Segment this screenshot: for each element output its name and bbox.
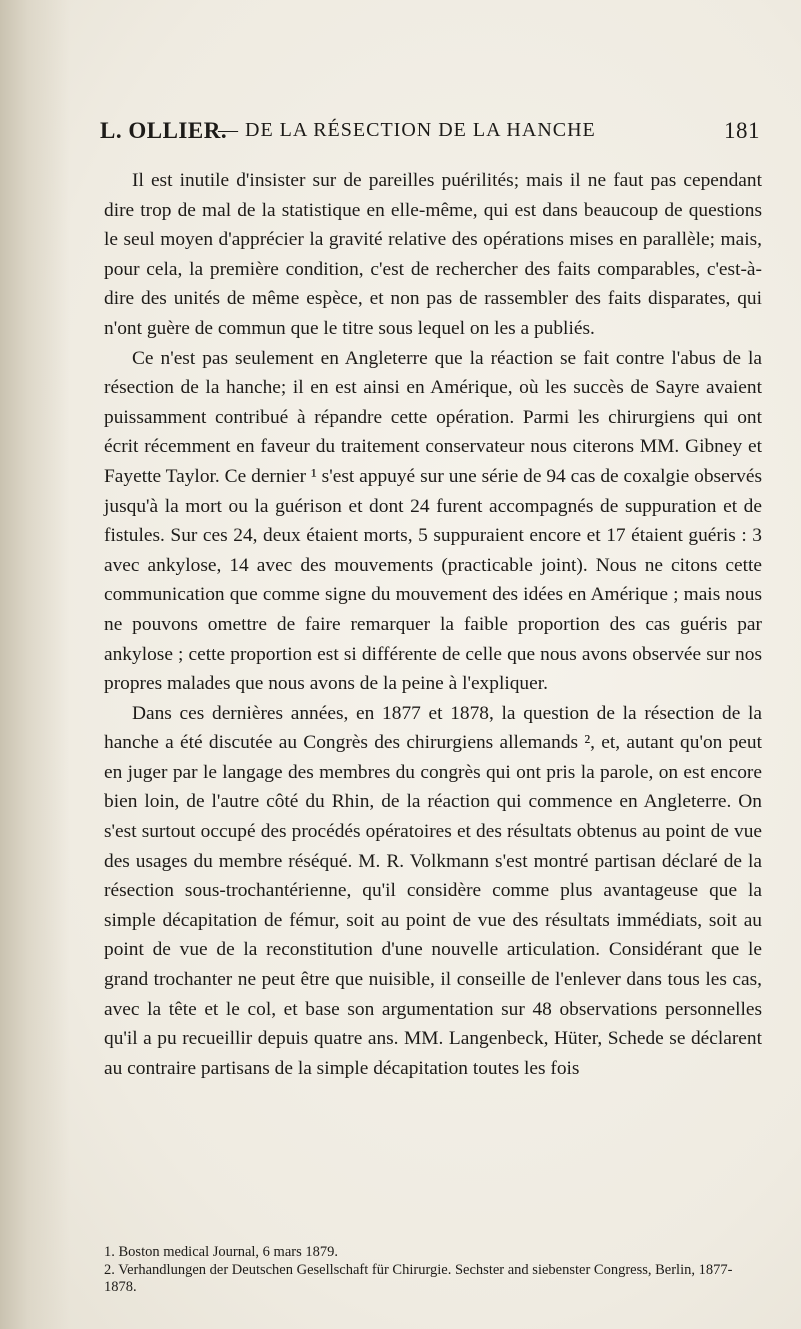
- spine-shadow: [0, 0, 70, 1329]
- paragraph-3: Dans ces dernières années, en 1877 et 1878, la question de la résection de la hanche a été discutée au Congrès des chirurgiens allemands ², et, autant qu'on peut en juger par le langage des membres du congrès qui ont pris la parole, on est encore bien loin, de l'autre côté du Rhin, de la réaction qui commence en Angleterre. On s'est surtout occupé des procédés opératoires et des résultats obtenus au point de vue des usages du membre réséqué. M. R. Volkmann s'est montré partisan déclaré de la résection sous-trochantérienne, qu'il considère comme plus avantageuse que la simple décapitation de fémur, soit au point de vue des résultats immédiats, soit au point de vue de la reconstitution d'une nouvelle articulation. Considérant que le grand trochanter ne peut être que nuisible, il conseille de l'enlever dans tous les cas, avec la tête et le col, et base son argumentation sur 48 observations personnelles qu'il a pu recueillir depuis quatre ans. MM. Langenbeck, Hüter, Schede se déclarent au contraire partisans de la simple décapitation toutes les fois: [104, 702, 762, 1079]
- running-header: [100, 118, 760, 152]
- page-number: 181: [724, 118, 760, 143]
- header-author: L. OLLIER.: [100, 118, 228, 143]
- paragraph-2: Ce n'est pas seulement en Angleterre que la réaction se fait contre l'abus de la résection de la hanche; il en est ainsi en Amérique, où les succès de Sayre avaient puissamment contribué à répandre cette opération. Parmi les chirurgiens qui ont écrit récemment en faveur du traitement conservateur nous citerons MM. Gibney et Fayette Taylor. Ce dernier ¹ s'est appuyé sur une série de 94 cas de coxalgie observés jusqu'à la mort ou la guérison et dont 24 furent accompagnés de suppuration et de fistules. Sur ces 24, deux étaient morts, 5 suppuraient encore et 17 étaient guéris : 3 avec ankylose, 14 avec des mouvements (practicable joint). Nous ne citons cette communication que comme signe du mouvement des idées en Amérique ; mais nous ne pouvons omettre de faire remarquer la faible proportion des cas guéris par ankylose ; cette proportion est si différente de celle que nous avons observée sur nos propres malades que nous avons de la peine à l'expliquer.: [104, 347, 762, 695]
- footnote-2: 2. Verhandlungen der Deutschen Gesellschaft für Chirurgie. Sechster and siebenster Congress, Berlin, 1877-1878.: [104, 1261, 733, 1295]
- footnotes: [104, 1244, 762, 1297]
- footnote-1: 1. Boston medical Journal, 6 mars 1879.: [104, 1244, 338, 1260]
- body-text: [104, 166, 762, 1083]
- header-title: — DE LA RÉSECTION DE LA HANCHE: [218, 119, 596, 141]
- paragraph-1: Il est inutile d'insister sur de pareilles puérilités; mais il ne faut pas cependant dire trop de mal de la statistique en elle-même, qui est dans beaucoup de questions le seul moyen d'apprécier la gravité relative des opérations mises en parallèle; mais, pour cela, la première condition, c'est de rechercher des faits comparables, c'est-à-dire des unités de même espèce, et non pas de rassembler des faits disparates, qui n'ont guère de commun que le titre sous lequel on les a publiés.: [104, 170, 762, 339]
